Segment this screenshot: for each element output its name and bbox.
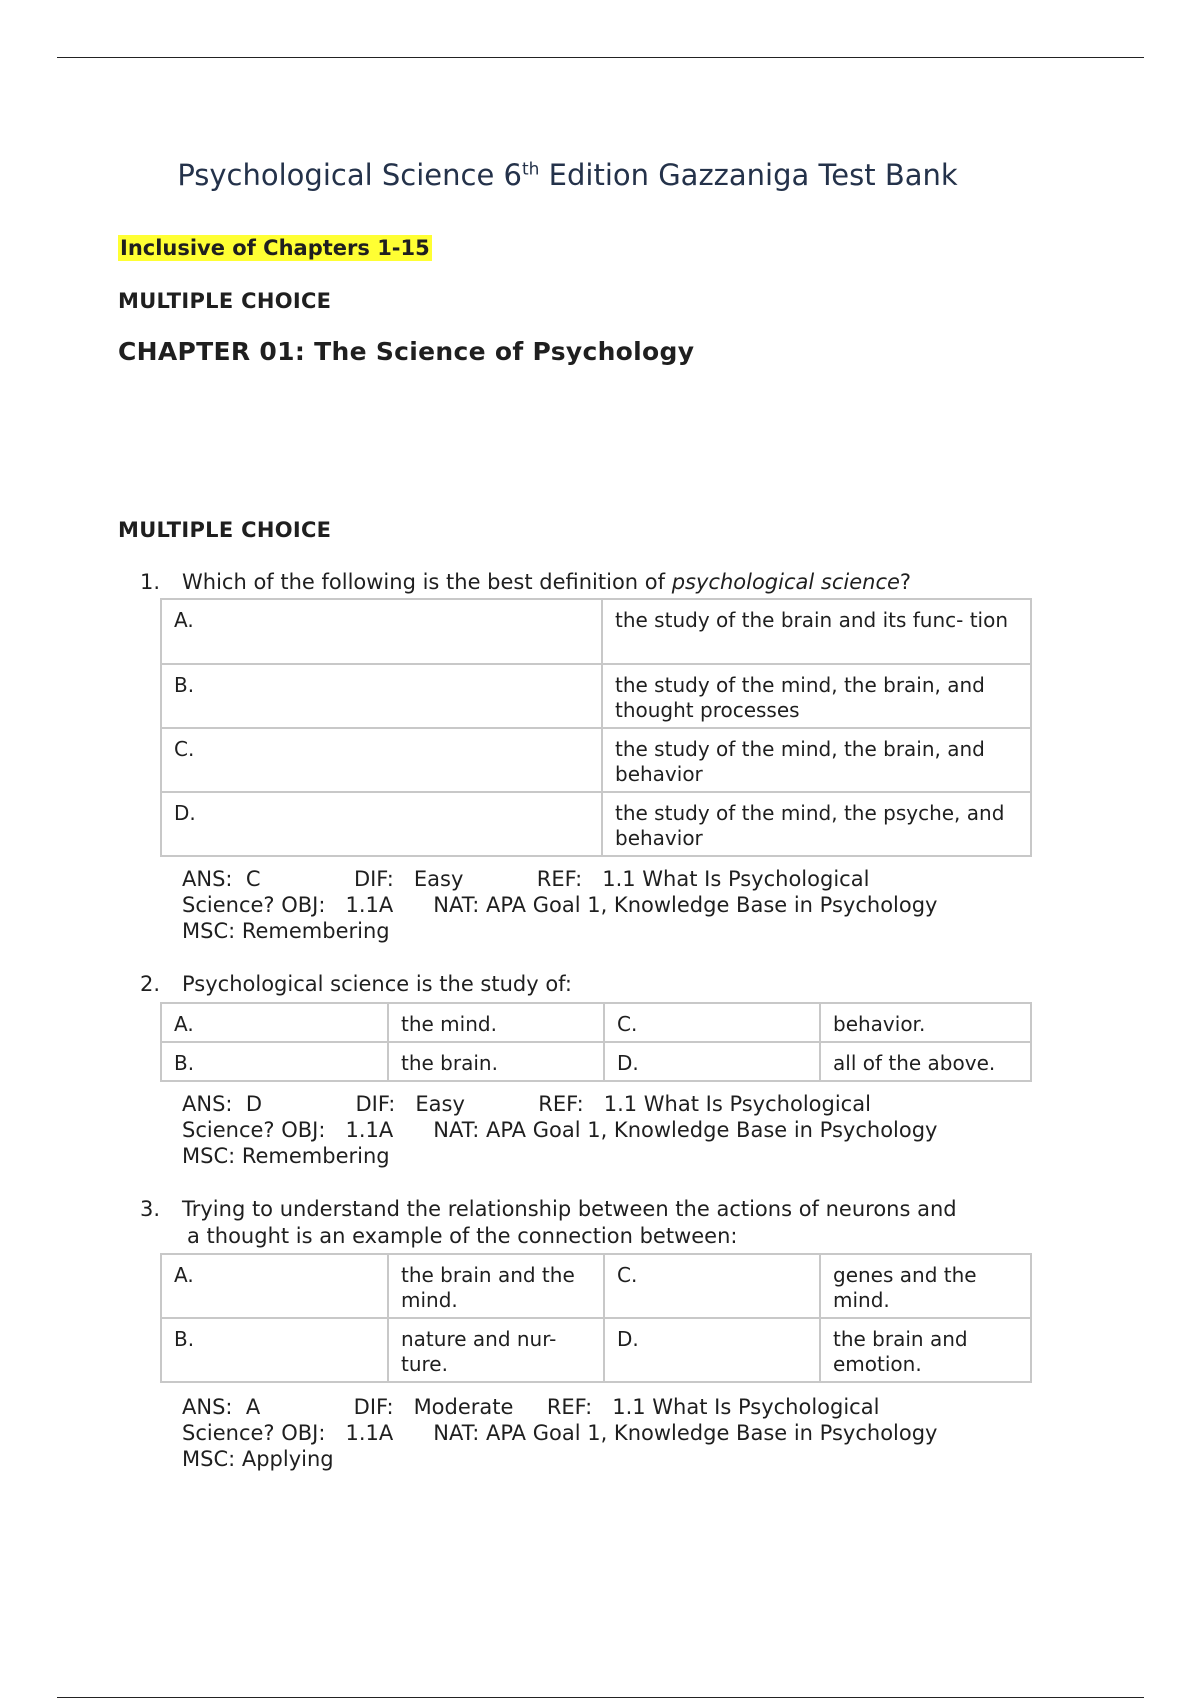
option-text: the study of the mind, the brain, and thought processes — [602, 664, 1031, 728]
option-row — [161, 1003, 1031, 1042]
top-rule — [57, 57, 1144, 58]
option-letter: B. — [161, 1318, 388, 1382]
option-row — [161, 1254, 1031, 1318]
bottom-rule — [57, 1697, 1144, 1698]
question-1-options — [160, 598, 1032, 857]
highlighted-subtitle: Inclusive of Chapters 1-15 — [120, 236, 430, 260]
option-row — [161, 792, 1031, 856]
option-text: the brain. — [388, 1042, 604, 1081]
option-text: the brain and the mind. — [388, 1254, 604, 1318]
option-text: the study of the brain and its func- tion — [602, 599, 1031, 664]
question-2-options — [160, 1002, 1032, 1082]
question-3-meta: ANS: A DIF: Moderate REF: 1.1 What Is Psychological Science? OBJ: 1.1A NAT: APA Goal 1, Knowledge Base in Psychology MSC: Applying — [182, 1395, 938, 1471]
option-letter: C. — [161, 728, 602, 792]
option-letter: A. — [161, 1254, 388, 1318]
option-text: the study of the mind, the brain, and behavior — [602, 728, 1031, 792]
chapter-heading: CHAPTER 01: The Science of Psychology — [118, 337, 695, 366]
option-letter: C. — [604, 1254, 820, 1318]
option-letter: A. — [161, 1003, 388, 1042]
option-text: all of the above. — [820, 1042, 1031, 1081]
option-text: the study of the mind, the psyche, and behavior — [602, 792, 1031, 856]
option-row — [161, 1318, 1031, 1382]
section-heading-main: MULTIPLE CHOICE — [118, 518, 332, 542]
option-text: the mind. — [388, 1003, 604, 1042]
question-3-options — [160, 1253, 1032, 1383]
option-letter: D. — [161, 792, 602, 856]
option-letter: D. — [604, 1042, 820, 1081]
question-1-meta: ANS: C DIF: Easy REF: 1.1 What Is Psychological Science? OBJ: 1.1A NAT: APA Goal 1, Knowledge Base in Psychology MSC: Remembering — [182, 867, 938, 943]
option-row — [161, 1042, 1031, 1081]
option-letter: A. — [161, 599, 602, 664]
option-row — [161, 728, 1031, 792]
option-letter: D. — [604, 1318, 820, 1382]
question-1: 1. Which of the following is the best definition of psychological science? — [140, 570, 912, 594]
section-heading-top: MULTIPLE CHOICE — [118, 289, 332, 313]
option-text: behavior. — [820, 1003, 1031, 1042]
document-title: Psychological Science 6th Edition Gazzaniga Test Bank — [177, 158, 958, 192]
option-text: the brain and emotion. — [820, 1318, 1031, 1382]
option-row — [161, 664, 1031, 728]
option-row — [161, 599, 1031, 664]
option-letter: C. — [604, 1003, 820, 1042]
option-text: genes and the mind. — [820, 1254, 1031, 1318]
option-letter: B. — [161, 664, 602, 728]
option-text: nature and nur- ture. — [388, 1318, 604, 1382]
question-2: 2. Psychological science is the study of: — [140, 972, 572, 996]
question-3: 3. Trying to understand the relationship between the actions of neurons and a thought is an example of the connection between: — [140, 1197, 957, 1248]
option-letter: B. — [161, 1042, 388, 1081]
question-2-meta: ANS: D DIF: Easy REF: 1.1 What Is Psychological Science? OBJ: 1.1A NAT: APA Goal 1, Knowledge Base in Psychology MSC: Remembering — [182, 1092, 938, 1168]
